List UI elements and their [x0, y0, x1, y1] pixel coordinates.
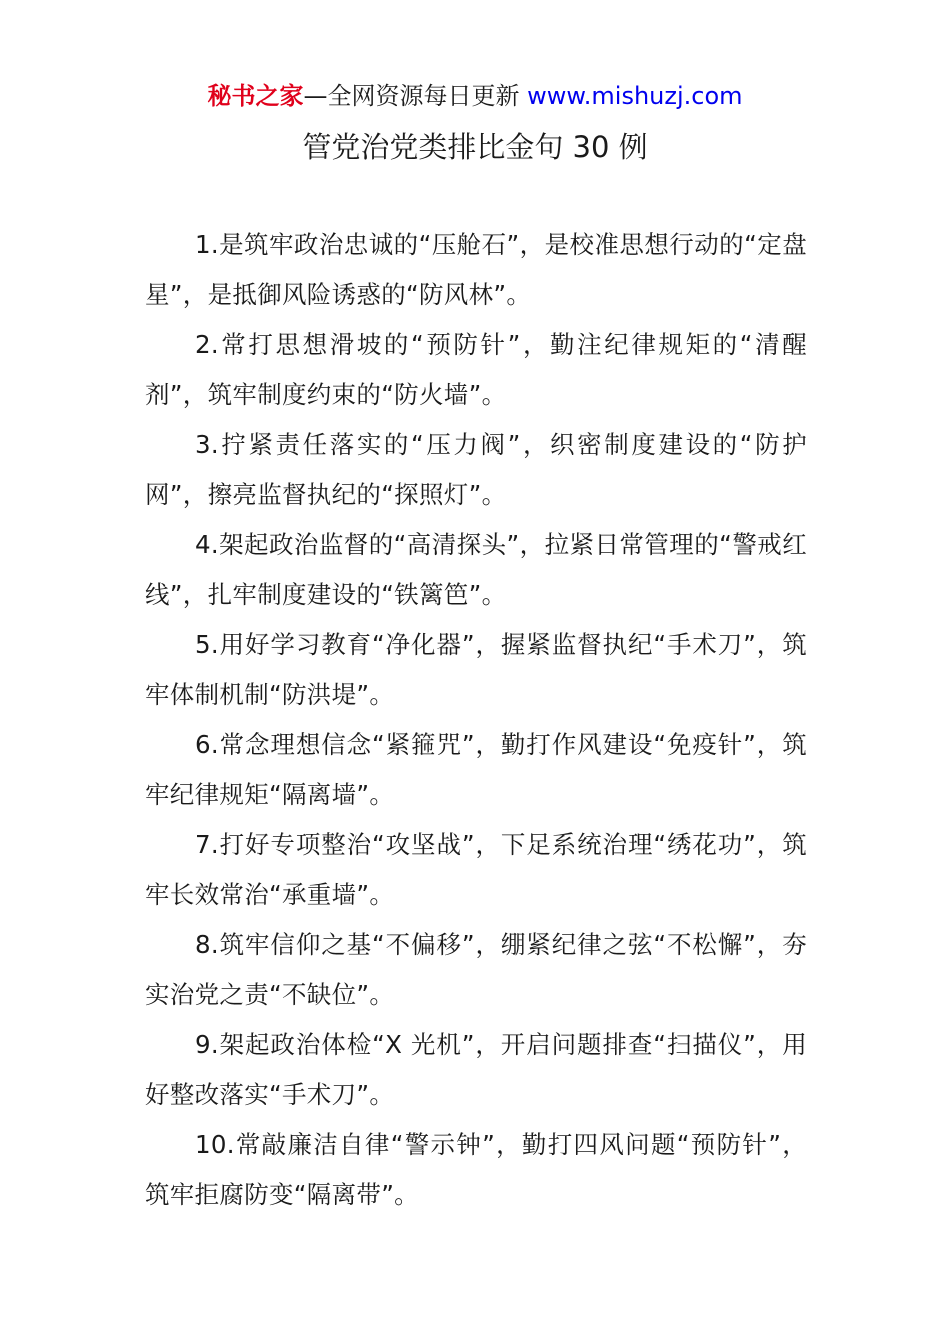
site-header [0, 78, 950, 114]
document-body [145, 220, 807, 1220]
list-item: 10.常敲廉洁自律“警示钟”，勤打四风问题“预防针”，筑牢拒腐防变“隔离带”。 [145, 1130, 807, 1209]
header-tagline: —全网资源每日更新 [303, 82, 528, 110]
list-item: 5.用好学习教育“净化器”，握紧监督执纪“手术刀”，筑牢体制机制“防洪堤”。 [145, 630, 807, 709]
list-item: 6.常念理想信念“紧箍咒”，勤打作风建设“免疫针”，筑牢纪律规矩“隔离墙”。 [145, 730, 807, 809]
document-title: 管党治党类排比金句 30 例 [302, 130, 648, 164]
list-item: 1.是筑牢政治忠诚的“压舱石”，是校准思想行动的“定盘星”，是抵御风险诱惑的“防风林”。 [145, 230, 807, 309]
list-item: 7.打好专项整治“攻坚战”，下足系统治理“绣花功”，筑牢长效常治“承重墙”。 [145, 830, 807, 909]
list-item: 2.常打思想滑坡的“预防针”，勤注纪律规矩的“清醒剂”，筑牢制度约束的“防火墙”。 [145, 330, 807, 409]
list-item: 9.架起政治体检“X 光机”，开启问题排查“扫描仪”，用好整改落实“手术刀”。 [145, 1030, 807, 1109]
site-link[interactable]: www.mishuzj.com [527, 82, 743, 110]
brand-name: 秘书之家 [207, 82, 304, 110]
list-item: 4.架起政治监督的“高清探头”，拉紧日常管理的“警戒红线”，扎牢制度建设的“铁篱笆”。 [145, 530, 807, 609]
list-item: 8.筑牢信仰之基“不偏移”，绷紧纪律之弦“不松懈”，夯实治党之责“不缺位”。 [145, 930, 807, 1009]
list-item: 3.拧紧责任落实的“压力阀”，织密制度建设的“防护网”，擦亮监督执纪的“探照灯”。 [145, 430, 807, 509]
